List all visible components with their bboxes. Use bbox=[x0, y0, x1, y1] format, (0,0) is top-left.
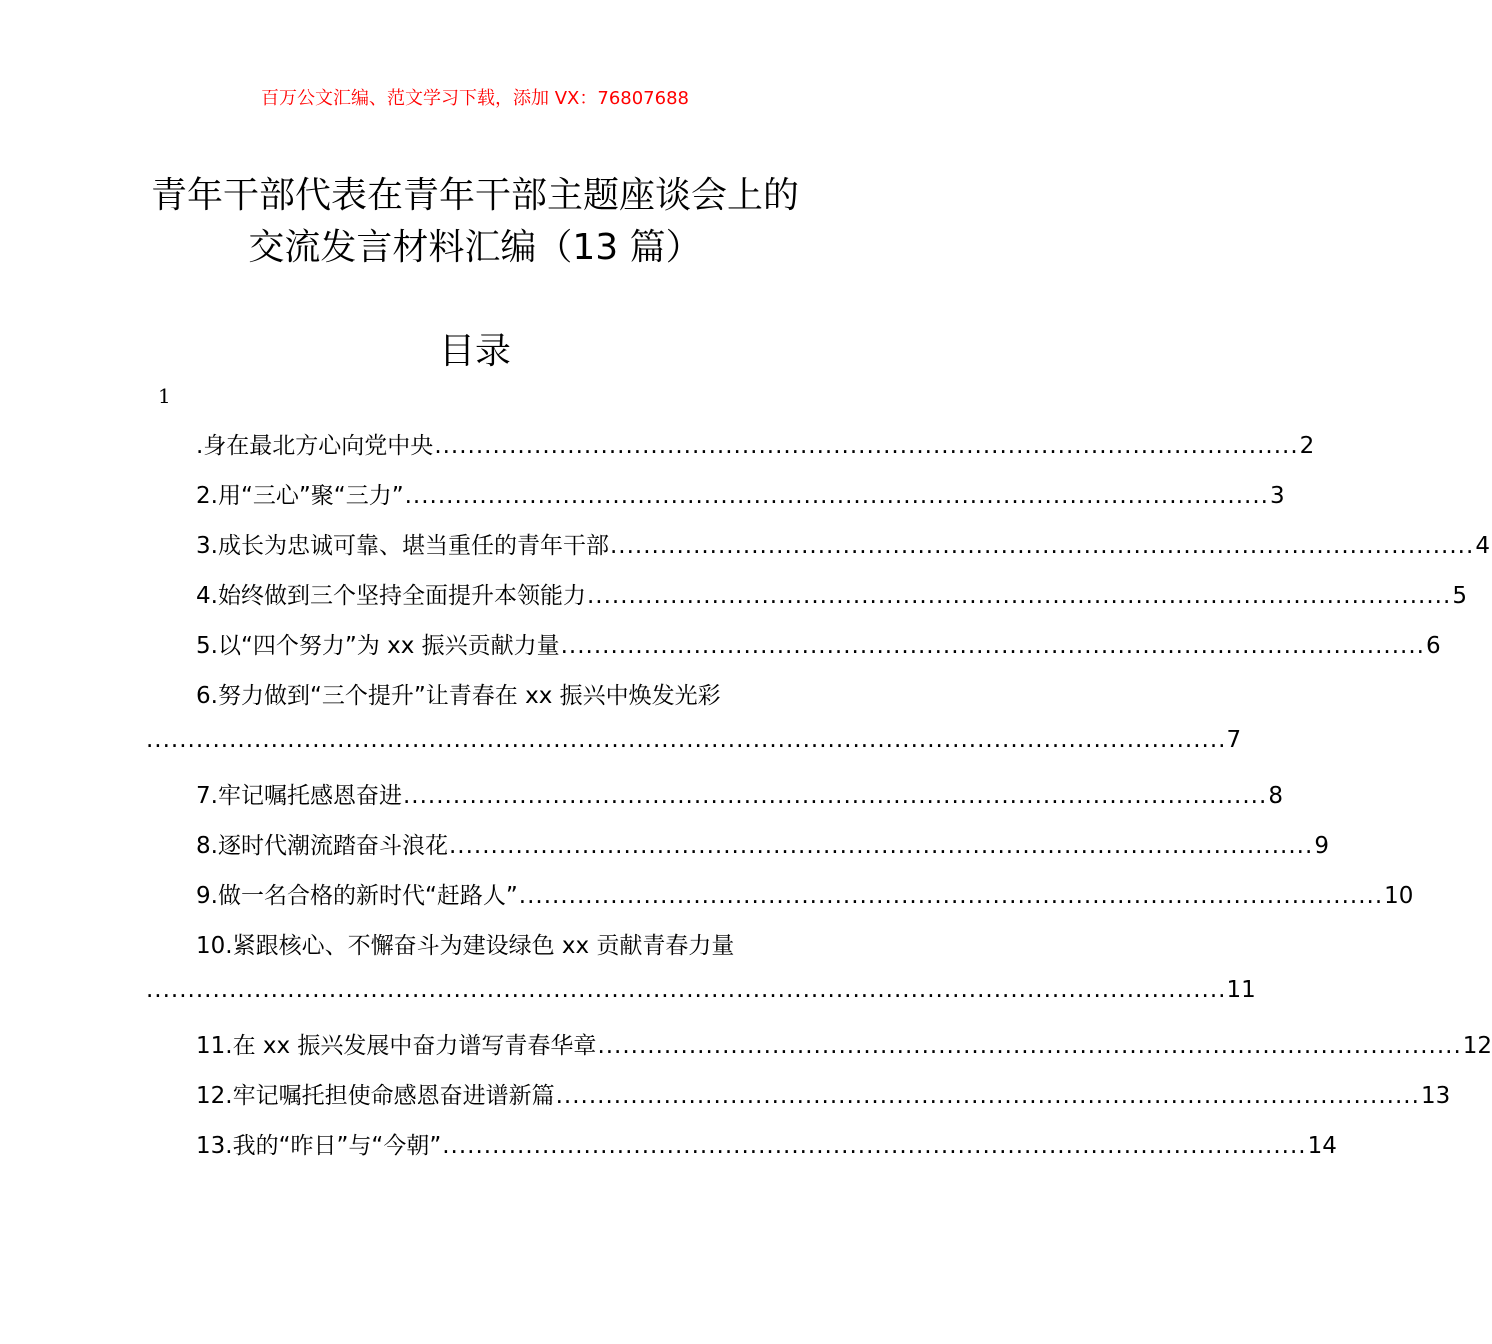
toc-entry-page: 6 bbox=[1425, 633, 1441, 659]
leader-dots: ........................................................................................................ bbox=[560, 633, 1425, 659]
leader-dots: .................................................................................................................................. bbox=[146, 727, 1227, 753]
list-marker: 1 bbox=[158, 384, 171, 408]
toc-entry-page: 5 bbox=[1452, 583, 1467, 609]
toc-entry-page: 2 bbox=[1299, 433, 1315, 459]
leader-dots: ........................................................................................................ bbox=[442, 1133, 1307, 1159]
document-title-line1: 青年干部代表在青年干部主题座谈会上的 bbox=[150, 175, 799, 216]
leader-dots: ........................................................................................................ bbox=[518, 883, 1384, 909]
toc-entry-label: 10.紧跟核心、不懈奋斗为建设绿色 xx 贡献青春力量 bbox=[196, 933, 735, 959]
toc-entry-label: 12.牢记嘱托担使命感恩奋进谱新篇 bbox=[196, 1083, 555, 1109]
toc-entry-9[interactable] bbox=[196, 877, 1414, 910]
leader-dots: ........................................................................................................ bbox=[402, 783, 1268, 809]
leader-dots: ........................................................................................................ bbox=[609, 533, 1475, 559]
toc-entry-7[interactable] bbox=[196, 777, 1283, 810]
promo-banner: 百万公文汇编、范文学习下载，添加 VX：76807688 bbox=[261, 88, 689, 109]
toc-entry-continuation bbox=[146, 977, 1256, 1003]
toc-entry-label: 6.努力做到“三个提升”让青春在 xx 振兴中焕发光彩 bbox=[196, 683, 721, 709]
toc-entry-label: .身在最北方心向党中央 bbox=[196, 433, 434, 459]
leader-dots: ........................................................................................................ bbox=[555, 1083, 1420, 1109]
toc-entry-label: 4.始终做到三个坚持全面提升本领能力 bbox=[196, 583, 586, 609]
toc-entry-2[interactable] bbox=[196, 477, 1285, 510]
toc-entry-page: 11 bbox=[1226, 977, 1256, 1003]
toc-entry-page: 8 bbox=[1268, 783, 1283, 809]
toc-entry-label: 3.成长为忠诚可靠、堪当重任的青年干部 bbox=[196, 533, 609, 559]
toc-entry-page: 3 bbox=[1269, 483, 1285, 509]
toc-entry-page: 14 bbox=[1307, 1133, 1337, 1159]
toc-entry-page: 4 bbox=[1475, 533, 1490, 559]
leader-dots: ........................................................................................................ bbox=[597, 1033, 1462, 1059]
toc-entry-page: 12 bbox=[1462, 1033, 1492, 1059]
toc-entry-12[interactable] bbox=[196, 1077, 1451, 1110]
toc-entry-label: 2.用“三心”聚“三力” bbox=[196, 483, 404, 509]
toc-entry-page: 9 bbox=[1314, 833, 1329, 859]
toc-entry-page: 7 bbox=[1226, 727, 1242, 753]
toc-entry-11[interactable] bbox=[196, 1027, 1492, 1060]
toc-entry-label: 8.逐时代潮流踏奋斗浪花 bbox=[196, 833, 448, 859]
leader-dots: ........................................................................................................ bbox=[586, 583, 1452, 609]
document-title-line2: 交流发言材料汇编（13 篇） bbox=[248, 227, 702, 268]
toc-entry-label: 7.牢记嘱托感恩奋进 bbox=[196, 783, 402, 809]
toc-entry-page: 10 bbox=[1384, 883, 1414, 909]
toc-entry-5[interactable] bbox=[196, 627, 1441, 660]
toc-entry-13[interactable] bbox=[196, 1127, 1337, 1160]
toc-entry-page: 13 bbox=[1420, 1083, 1451, 1109]
toc-entry-3[interactable] bbox=[196, 527, 1490, 560]
toc-entry-1[interactable] bbox=[196, 427, 1315, 460]
toc-heading: 目录 bbox=[438, 331, 511, 372]
leader-dots: ........................................................................................................ bbox=[448, 833, 1314, 859]
leader-dots: .................................................................................................................................. bbox=[146, 977, 1227, 1003]
toc-entry-continuation bbox=[146, 727, 1242, 753]
toc-entry-4[interactable] bbox=[196, 577, 1467, 610]
toc-entry-label: 5.以“四个努力”为 xx 振兴贡献力量 bbox=[196, 633, 560, 659]
toc-entry-label: 9.做一名合格的新时代“赶路人” bbox=[196, 883, 518, 909]
toc-entry-8[interactable] bbox=[196, 827, 1329, 860]
leader-dots: ........................................................................................................ bbox=[404, 483, 1269, 509]
leader-dots: ........................................................................................................ bbox=[434, 433, 1299, 459]
toc-entry-label: 11.在 xx 振兴发展中奋力谱写青春华章 bbox=[196, 1033, 597, 1059]
toc-entry-label: 13.我的“昨日”与“今朝” bbox=[196, 1133, 442, 1159]
